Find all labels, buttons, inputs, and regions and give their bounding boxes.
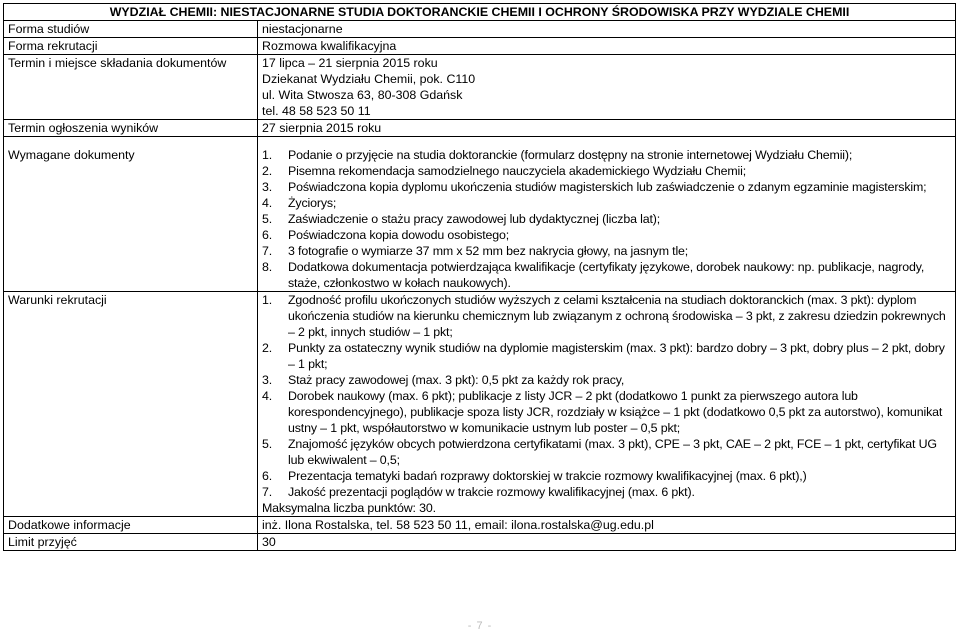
row-forma-rekrutacji xyxy=(4,38,956,55)
label-warunki-rekrutacji: Warunki rekrutacji xyxy=(4,292,258,517)
row-termin-ogloszenia xyxy=(4,120,956,137)
row-wymagane-dokumenty xyxy=(4,137,956,292)
list-item: 7. Jakość prezentacji poglądów w trakcie rozmowy kwalifikacyjnej (max. 6 pkt). xyxy=(262,485,695,499)
list-item: 2. Punkty za ostateczny wynik studiów na dyplomie magisterskim (max. 3 pkt): bardzo dobry – 3 pkt, dobry plus – 2 pkt, dobry – 1 pkt; xyxy=(262,341,945,371)
value-forma-rekrutacji: Rozmowa kwalifikacyjna xyxy=(258,38,956,55)
termin-line: Dziekanat Wydziału Chemii, pok. C110 xyxy=(262,72,476,86)
list-item: 5. Znajomość języków obcych potwierdzona certyfikatami (max. 3 pkt), CPE – 3 pkt, CAE – 2 pkt, FCE – 1 pkt, certyfikat UG lub ekwiwalent – 0,5; xyxy=(262,437,937,467)
list-item: 1. Zgodność profilu ukończonych studiów wyższych z celami kształcenia na studiach doktoranckich (max. 3 pkt): dyplom ukończenia studiów na kierunku chemicznym lub związanym z ochroną środowiska – 3 pkt, z zakresu dziedzin pokrewnych – 2 pkt, innych studiów – 1 pkt; xyxy=(262,293,946,339)
title-row xyxy=(4,4,956,21)
row-dodatkowe-informacje xyxy=(4,517,956,534)
conditions-list xyxy=(262,292,951,500)
value-forma-studiow: niestacjonarne xyxy=(258,21,956,38)
label-termin-skladania: Termin i miejsce składania dokumentów xyxy=(4,55,258,120)
value-dodatkowe-informacje: inż. Ilona Rostalska, tel. 58 523 50 11, email: ilona.rostalska@ug.edu.pl xyxy=(258,517,956,534)
list-item: 6. Poświadczona kopia dowodu osobistego; xyxy=(262,228,510,242)
list-item: 3. Poświadczona kopia dyplomu ukończenia studiów magisterskich lub zaświadczenie o zdanym egzaminie magisterskim; xyxy=(262,180,927,194)
label-termin-ogloszenia: Termin ogłoszenia wyników xyxy=(4,120,258,137)
row-termin-skladania xyxy=(4,55,956,120)
list-item: 5. Zaświadczenie o stażu pracy zawodowej lub dydaktycznej (liczba lat); xyxy=(262,212,661,226)
label-forma-rekrutacji: Forma rekrutacji xyxy=(4,38,258,55)
label-forma-studiow: Forma studiów xyxy=(4,21,258,38)
value-termin-ogloszenia: 27 sierpnia 2015 roku xyxy=(258,120,956,137)
list-item: 4. Życiorys; xyxy=(262,196,337,210)
list-item: 7. 3 fotografie o wymiarze 37 mm x 52 mm bez nakrycia głowy, na jasnym tle; xyxy=(262,244,689,258)
list-item: 3. Staż pracy zawodowej (max. 3 pkt): 0,5 pkt za każdy rok pracy, xyxy=(262,373,625,387)
page-number: - 7 - xyxy=(467,620,493,632)
list-item: 6. Prezentacja tematyki badań rozprawy doktorskiej w trakcie rozmowy kwalifikacyjnej (max. 6 pkt),) xyxy=(262,469,807,483)
value-termin-skladania xyxy=(258,55,956,120)
value-wymagane-dokumenty xyxy=(258,137,956,292)
termin-line: 17 lipca – 21 sierpnia 2015 roku xyxy=(262,56,438,70)
list-item: 2. Pisemna rekomendacja samodzielnego nauczyciela akademickiego Wydziału Chemii; xyxy=(262,164,747,178)
table-title: WYDZIAŁ CHEMII: NIESTACJONARNE STUDIA DOKTORANCKIE CHEMII I OCHRONY ŚRODOWISKA PRZY WYDZIALE CHEMII xyxy=(4,4,956,21)
value-limit-przyjec: 30 xyxy=(258,534,956,551)
row-forma-studiow xyxy=(4,21,956,38)
label-limit-przyjec: Limit przyjęć xyxy=(4,534,258,551)
documents-list xyxy=(262,147,951,291)
termin-line: tel. 48 58 523 50 11 xyxy=(262,104,371,118)
list-item: 1. Podanie o przyjęcie na studia doktoranckie (formularz dostępny na stronie internetowej Wydziału Chemii); xyxy=(262,148,853,162)
admission-table xyxy=(3,3,956,551)
list-item: 8. Dodatkowa dokumentacja potwierdzająca kwalifikacje (certyfikaty językowe, dorobek naukowy: np. publikacje, nagrody, staże, członkostwo w kołach naukowych). xyxy=(262,260,925,290)
max-points-summary: Maksymalna liczba punktów: 30. xyxy=(262,501,436,515)
label-wymagane-dokumenty: Wymagane dokumenty xyxy=(4,137,258,292)
value-warunki-rekrutacji xyxy=(258,292,956,517)
label-dodatkowe-informacje: Dodatkowe informacje xyxy=(4,517,258,534)
list-item: 4. Dorobek naukowy (max. 6 pkt); publikacje z listy JCR – 2 pkt (dodatkowo 1 punkt za pierwszego autora lub korespondencyjnego), publikacje spoza listy JCR, rozdziały w książce – 1 pkt (dodatkowo 0,5 pkt za autorstwo), komunikat ustny – 1 pkt, współautorstwo w komunikacie ustnym lub poster – 0,5 pkt; xyxy=(262,389,943,435)
row-limit-przyjec xyxy=(4,534,956,551)
row-warunki-rekrutacji xyxy=(4,292,956,517)
termin-line: ul. Wita Stwosza 63, 80-308 Gdańsk xyxy=(262,88,463,102)
